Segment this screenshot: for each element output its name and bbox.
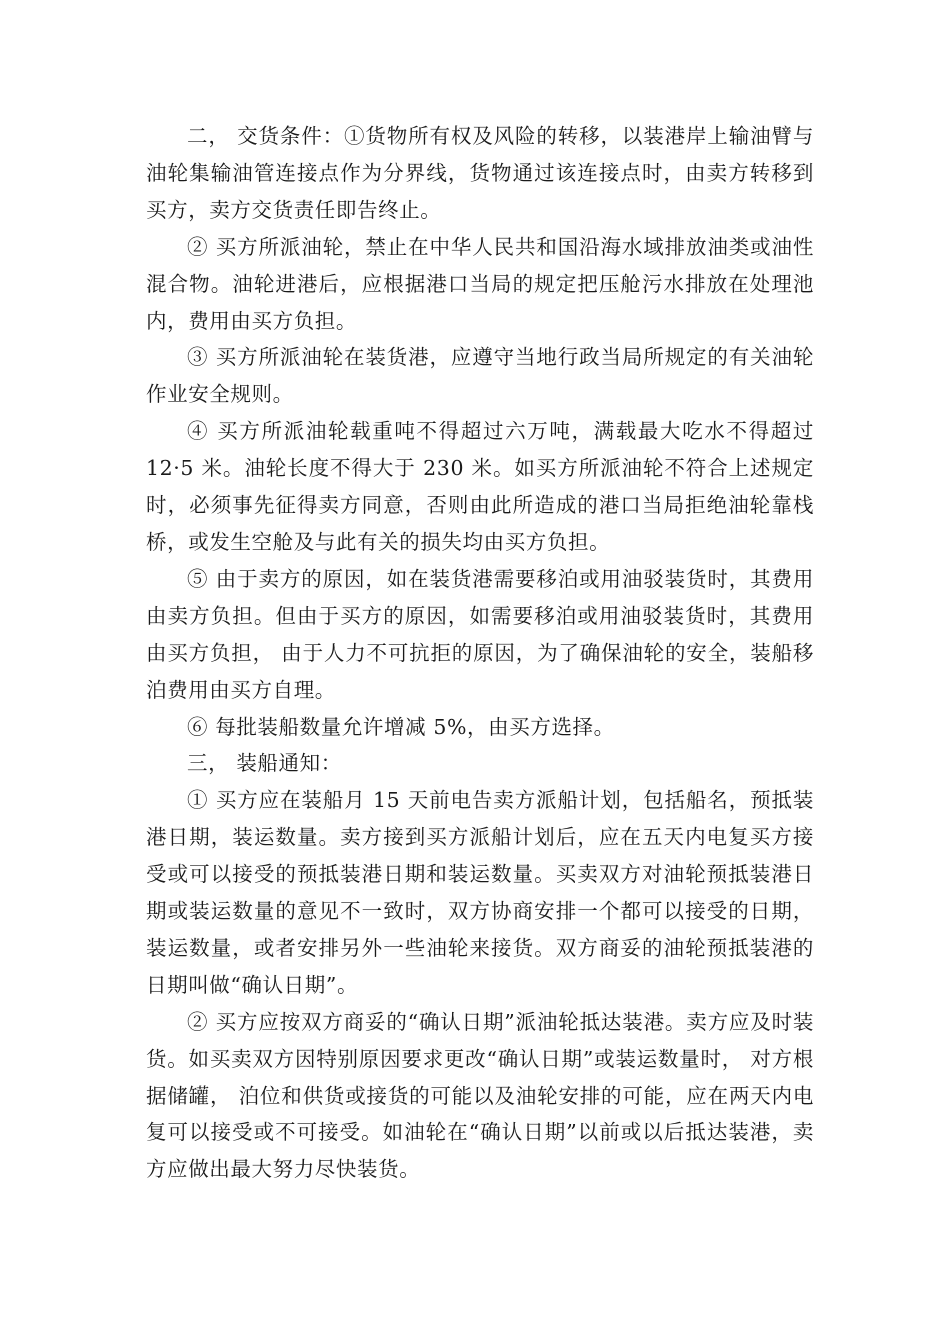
paragraph-confirmed-date: ② 买方应按双方商妥的“确认日期”派油轮抵达装港。卖方应及时装货。如买卖双方因特别原因要求更改“确认日期”或装运数量时， 对方根据储罐， 泊位和供货或接货的可能以及油轮安排的可能，应在两天内电复可以接受或不可接受。如油轮在“确认日期”以前或以后抵达装港，卖方应做出最大努力尽快装货。 xyxy=(146,1009,814,1182)
document-body xyxy=(146,118,814,1188)
paragraph-vessel-plan: ① 买方应在装船月 15 天前电告卖方派船计划，包括船名，预抵装港日期，装运数量。卖方接到买方派船计划后，应在五天内电复买方接受或可以接受的预抵装港日期和装运数量。买卖双方对油轮预抵装港日期或装运数量的意见不一致时，双方协商安排一个都可以接受的日期，装运数量，或者安排另外一些油轮来接货。双方商妥的油轮预抵装港的日期叫做“确认日期”。 xyxy=(146,788,814,997)
paragraph-tanker-limits: ④ 买方所派油轮载重吨不得超过六万吨，满载最大吃水不得超过 12·5 米。油轮长度不得大于 230 米。如买方所派油轮不符合上述规定时，必须事先征得卖方同意，否则由此所造成的港口当局拒绝油轮靠栈桥，或发生空舱及与此有关的损失均由买方负担。 xyxy=(146,419,814,554)
section-heading-shipping-notice: 三， 装船通知： xyxy=(187,751,342,776)
paragraph-quantity-tolerance: ⑥ 每批装船数量允许增减 5%，由买方选择。 xyxy=(187,714,615,739)
paragraph-shifting-costs: ⑤ 由于卖方的原因，如在装货港需要移泊或用油驳装货时，其费用由卖方负担。但由于买方的原因，如需要移泊或用油驳装货时，其费用由买方负担， 由于人力不可抗拒的原因，为了确保油轮的安全，装船移泊费用由买方自理。 xyxy=(146,566,814,702)
paragraph-safety-rules: ③ 买方所派油轮在装货港，应遵守当地行政当局所规定的有关油轮作业安全规则。 xyxy=(146,345,814,407)
paragraph-delivery-terms: 二， 交货条件：①货物所有权及风险的转移，以装港岸上输油臂与油轮集输油管连接点作为分界线，货物通过该连接点时，由卖方转移到买方，卖方交货责任即告终止。 xyxy=(146,124,814,222)
paragraph-discharge-ban: ② 买方所派油轮，禁止在中华人民共和国沿海水域排放油类或油性混合物。油轮进港后，应根据港口当局的规定把压舱污水排放在处理池内，费用由买方负担。 xyxy=(146,234,814,333)
